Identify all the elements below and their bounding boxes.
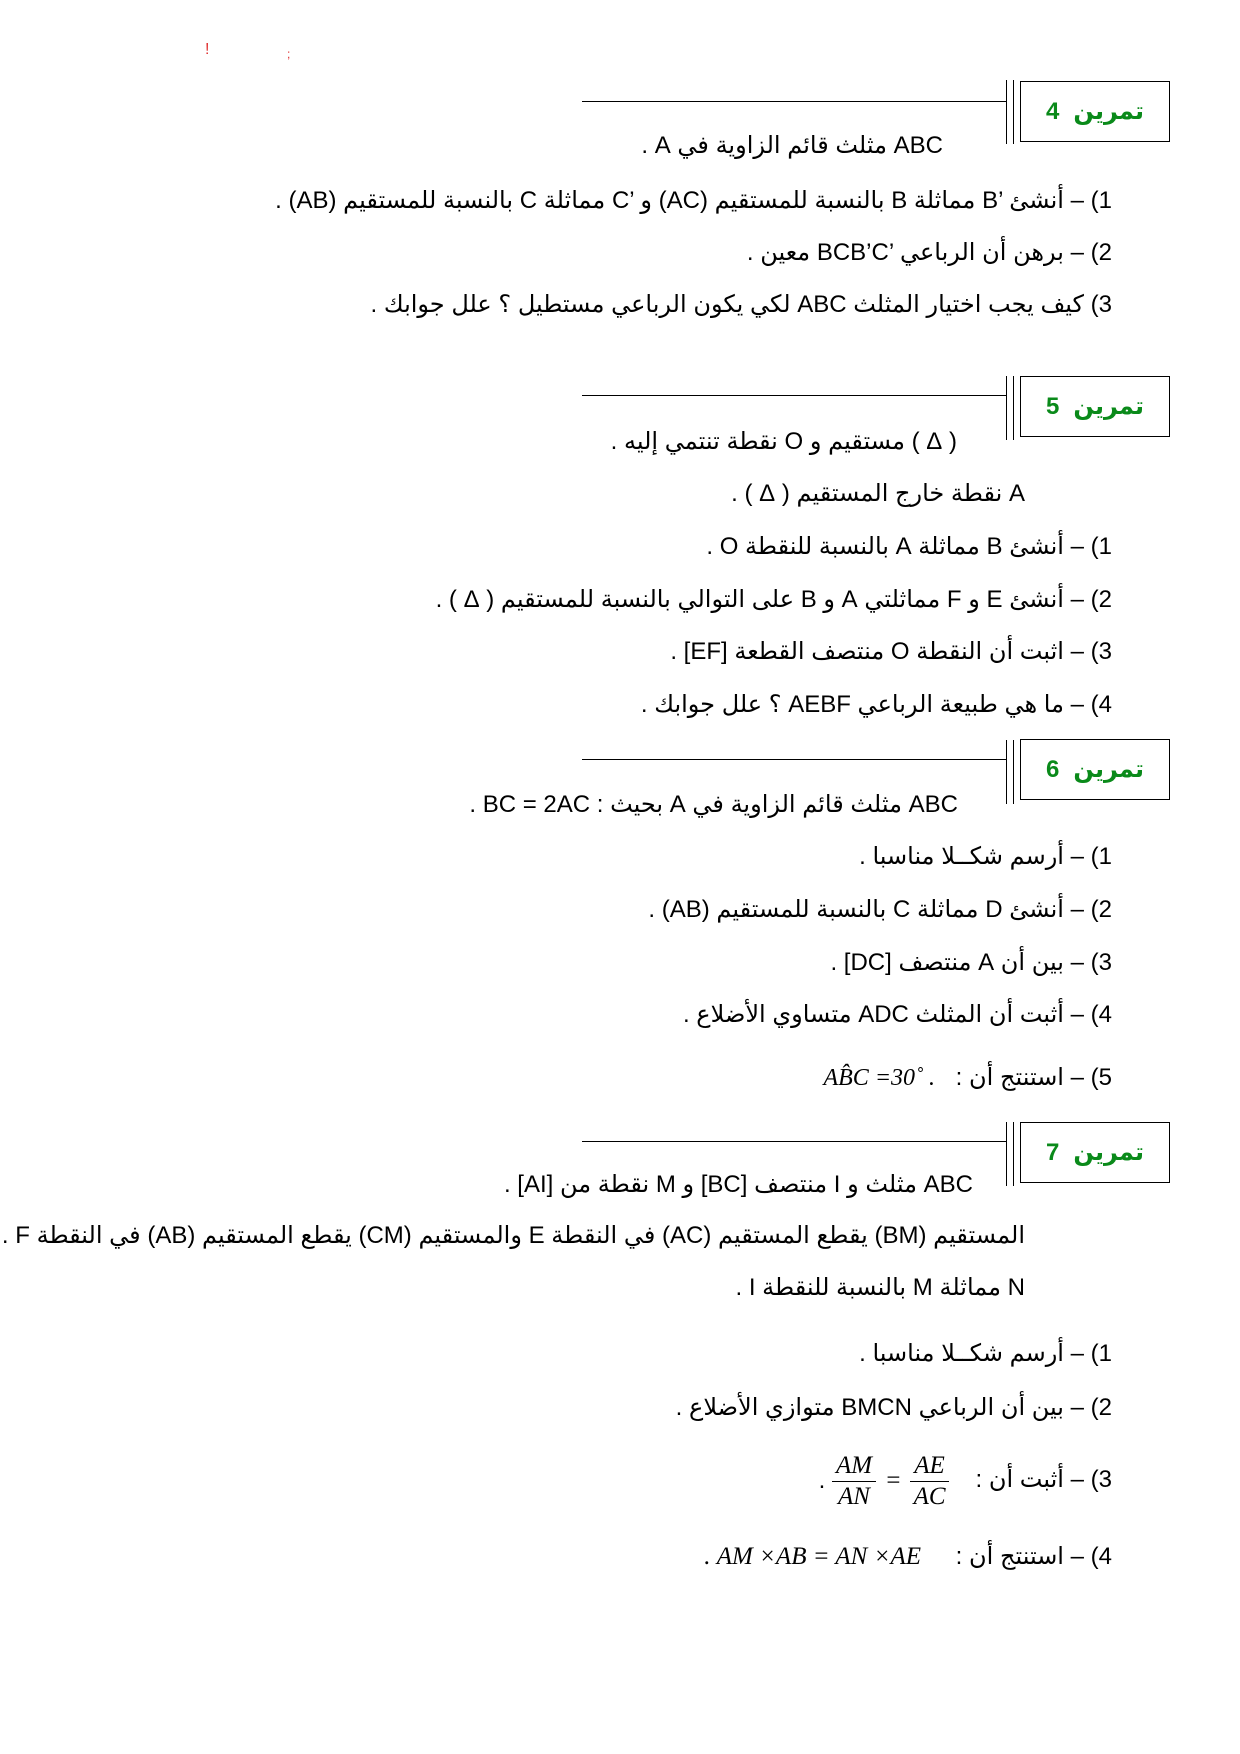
exercise-text: 1) – أرسم شكــلا مناسبا .: [859, 843, 1112, 870]
exercise-text: ABC مثلث قائم الزاوية في A بحيث : BC = 2AC .: [469, 791, 958, 818]
fraction: [832, 1451, 876, 1512]
exercise-text: [823, 1063, 1112, 1093]
exercise-text: 1) – أنشئ B مماثلة A بالنسبة للنقطة O .: [706, 533, 1112, 560]
angle-formula: AB̂C =30˚ .: [823, 1065, 935, 1091]
exercise-heading: [1020, 81, 1170, 142]
fraction-denominator: AN: [838, 1482, 870, 1510]
fraction-numerator: AE: [910, 1451, 949, 1482]
exercise-title: تمرين: [1073, 98, 1144, 125]
exercise-number: 4: [1046, 97, 1060, 125]
divider-bracket: [1006, 376, 1007, 440]
fraction-numerator: AM: [832, 1451, 876, 1482]
exercise-text: 4) – أثبت أن المثلث ADC متساوي الأضلاع .: [682, 1001, 1112, 1028]
divider-line: [582, 101, 1006, 102]
ratio-equation: . $\frac{AM}{AN}$ = $\frac{AE}{AC}$: [819, 1449, 949, 1513]
exercise-text: 5) – استنتج أن :: [955, 1064, 1112, 1091]
product-equation: AM ×AB = AN ×AE: [716, 1543, 921, 1570]
red-mark: !: [205, 41, 210, 58]
divider-bracket: [1013, 80, 1014, 144]
divider-bracket: [1006, 80, 1007, 144]
exercise-text: المستقيم (BM) يقطع المستقيم (AC) في النقطة E والمستقيم (CM) يقطع المستقيم (AB) في النقطة F .: [1, 1222, 1025, 1249]
exercise-text: ABC مثلث و I منتصف [BC] و M نقطة من [AI] .: [503, 1171, 973, 1198]
exercise-text: 2) – أنشئ D مماثلة C بالنسبة للمستقيم (AB) .: [648, 896, 1112, 923]
exercise-text: 1) – أرسم شكــلا مناسبا .: [859, 1340, 1112, 1367]
exercise-text: 2) – أنشئ E و F مماثلتي A و B على التوالي بالنسبة للمستقيم ( Δ ) .: [435, 586, 1112, 613]
exercise-number: 7: [1046, 1138, 1060, 1166]
divider-bracket: [1013, 1122, 1014, 1186]
divider-bracket: [1006, 1122, 1007, 1186]
fraction-denominator: AC: [913, 1482, 946, 1510]
exercise-text: 3) – بين أن A منتصف [DC] .: [830, 949, 1112, 976]
exercise-number: 5: [1046, 392, 1060, 420]
divider-bracket: [1013, 376, 1014, 440]
fraction: [910, 1451, 949, 1512]
divider-line: [582, 1141, 1006, 1142]
exercise-text: 3) كيف يجب اختيار المثلث ABC لكي يكون الرباعي مستطيل ؟ علل جوابك .: [370, 291, 1112, 318]
divider-line: [582, 395, 1006, 396]
exercise-text: [704, 1542, 1112, 1572]
red-mark: ;: [287, 47, 291, 61]
exercise-title: تمرين: [1073, 756, 1144, 783]
divider-bracket: [1013, 740, 1014, 804]
exercise-text: ABC مثلث قائم الزاوية في A .: [641, 132, 943, 159]
exercise-text: N مماثلة M بالنسبة للنقطة I .: [735, 1274, 1025, 1301]
exercise-text: [819, 1448, 1112, 1513]
exercise-text: 4) – استنتج أن :: [955, 1543, 1112, 1570]
divider-line: [582, 759, 1006, 760]
exercise-heading: [1020, 1122, 1170, 1183]
product-formula: . AM ×AB = AN ×AE: [704, 1543, 921, 1570]
exercise-heading: [1020, 376, 1170, 437]
exercise-text: 4) – ما هي طبيعة الرباعي AEBF ؟ علل جوابك .: [640, 691, 1112, 718]
exercise-text: ( Δ ) مستقيم و O نقطة تنتمي إليه .: [610, 428, 957, 455]
exercise-heading: [1020, 739, 1170, 800]
divider-bracket: [1006, 740, 1007, 804]
exercise-title: تمرين: [1073, 393, 1144, 420]
exercise-text: 3) – اثبت أن النقطة O منتصف القطعة [EF] .: [670, 638, 1112, 665]
exercise-title: تمرين: [1073, 1139, 1144, 1166]
exercise-text: 2) – بين أن الرباعي BMCN متوازي الأضلاع .: [675, 1394, 1112, 1421]
exercise-text: 2) – برهن أن الرباعي ’BCB’C معين .: [746, 239, 1112, 266]
exercise-number: 6: [1046, 755, 1060, 783]
exercise-text: 3) – أثبت أن :: [975, 1466, 1112, 1493]
exercise-text: 1) – أنشئ ’B مماثلة B بالنسبة للمستقيم (AC) و ’C مماثلة C بالنسبة للمستقيم (AB) .: [275, 187, 1112, 214]
exercise-text: A نقطة خارج المستقيم ( Δ ) .: [731, 480, 1025, 507]
